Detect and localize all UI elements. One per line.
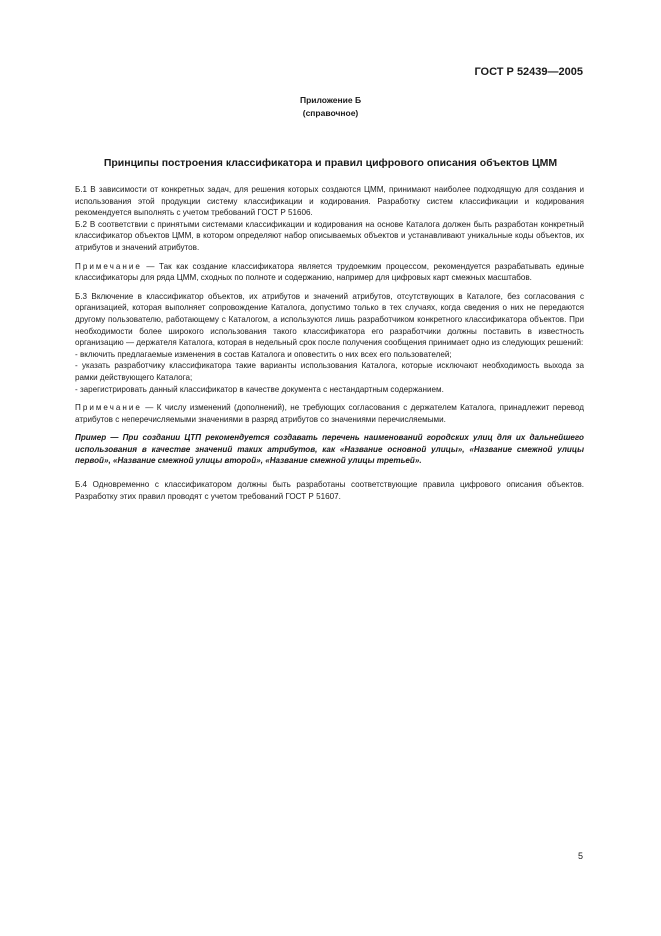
list-item: - включить предлагаемые изменения в состав Каталога и оповестить о них всех его пользователей; xyxy=(75,349,452,359)
appendix-title: Приложение Б xyxy=(299,95,362,105)
example-paragraph: Пример — При создании ЦТП рекомендуется создавать перечень наименований городских улиц для их дальнейшего использования в качестве значений таких атрибутов, как «Название основной улицы», «Название смежной улицы первой», «Название смежной улицы второй», «Название смежной улицы третьей». xyxy=(75,433,584,466)
paragraph-b4: Б.4 Одновременно с классификатором должны быть разработаны соответствующие правила цифрового описания объектов. Разработку этих правил проводят с учетом требований ГОСТ Р 51607. xyxy=(75,480,584,501)
note-2 xyxy=(75,402,584,425)
note-2-text: — К числу изменений (дополнений), не требующих согласования с держателем Каталога, принадлежит перевод атрибутов с неперечисляемыми значениями в разряд атрибутов со значениями перечисляемыми. xyxy=(75,403,584,424)
document-body xyxy=(75,184,584,502)
note-1 xyxy=(75,261,584,284)
appendix-subtitle: (справочное) xyxy=(302,108,359,118)
document-number: ГОСТ Р 52439—2005 xyxy=(474,66,583,78)
paragraph-b2: Б.2 В соответствии с принятыми системами классификации и кодирования на основе Каталога должен быть разработан конкретный классификатор объектов ЦММ, в котором определяют набор описываемых объектов и устанавливают уникальные коды объектов, их атрибутов и значений атрибутов. xyxy=(75,219,584,252)
appendix-heading xyxy=(0,94,661,120)
list-item: - указать разработчику классификатора такие варианты использования Каталога, которые исключают необходимость выхода за рамки действующего Каталога; xyxy=(75,361,584,382)
paragraph-b1: Б.1 В зависимости от конкретных задач, для решения которых создаются ЦММ, принимают наиболее подходящую для создания и использования этой продукции систему классификации и кодирования. Разработку систем классификации и кодирования рекомендуется выполнять с учетом требований ГОСТ Р 51606. xyxy=(75,185,584,218)
note-2-label: Примечание xyxy=(75,403,142,413)
section-title: Принципы построения классификатора и правил цифрового описания объектов ЦММ xyxy=(103,157,558,169)
note-1-text: — Так как создание классификатора является трудоемким процессом, рекомендуется разрабатывать единые классификаторы для ряда ЦММ, сходных по полноте и содержанию, например для цифровых карт смежных масштабов. xyxy=(75,261,584,283)
paragraph-b3: Б.3 Включение в классификатор объектов, их атрибутов и значений атрибутов, отсутствующих в Каталоге, без согласования с организацией, которая выполняет сопровождение Каталога, допустимо только в тех случаях, когда сведения о них не передаются другому пользователю, работающему с Каталогом, а используются лишь разработчиком конкретного классификатора объектов. При необходимости более широкого использования такого классификатора его разработчики должны поставить в известность организацию — держателя Каталога, которая в недельный срок после получения сообщения принимает одно из следующих решений: xyxy=(75,291,584,348)
page-number: 5 xyxy=(577,851,583,861)
note-1-label: Примечание xyxy=(75,261,142,271)
list-item: - зарегистрировать данный классификатор в качестве документа с нестандартным содержанием. xyxy=(75,384,444,394)
